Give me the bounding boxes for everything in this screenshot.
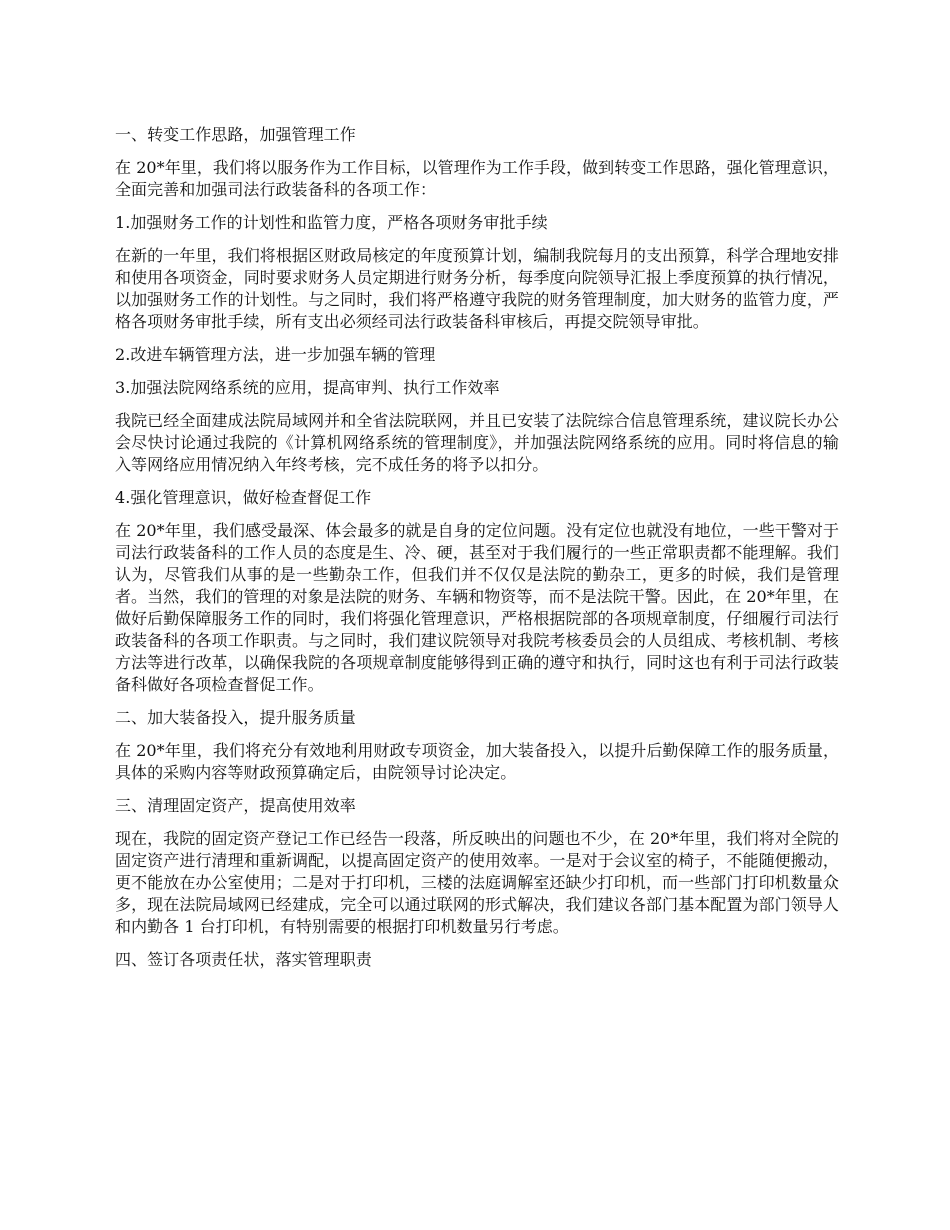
subheading-vehicles: 2.改进车辆管理方法，进一步加强车辆的管理: [115, 345, 436, 364]
paragraph-finance: 在新的一年里，我们将根据区财政局核定的年度预算计划，编制我院每月的支出预算，科学合理地安排和使用各项资金，同时要求财务人员定期进行财务分析，每季度向院领导汇报上季度预算的执行情况，以加强财务工作的计划性。与之同时，我们将严格遵守我院的财务管理制度，加大财务的监管力度，严格各项财务审批手续，所有支出必须经司法行政装备科审核后，再提交院领导审批。: [115, 246, 839, 331]
subheading-network: 3.加强法院网络系统的应用，提高审判、执行工作效率: [115, 378, 500, 397]
paragraph-network: 我院已经全面建成法院局域网并和全省法院联网，并且已安装了法院综合信息管理系统，建议院长办公会尽快讨论通过我院的《计算机网络系统的管理制度》，并加强法院网络系统的应用。同时将信息的输入等网络应用情况纳入年终考核，完不成任务的将予以扣分。: [115, 411, 839, 474]
paragraph-equipment: 在 20*年里，我们将充分有效地利用财政专项资金，加大装备投入，以提升后勤保障工作的服务质量，具体的采购内容等财政预算确定后，由院领导讨论决定。: [115, 741, 839, 782]
subheading-finance: 1.加强财务工作的计划性和监管力度，严格各项财务审批手续: [115, 213, 548, 232]
section-heading-1: 一、转变工作思路，加强管理工作: [115, 125, 356, 144]
section-heading-4: 四、签订各项责任状，落实管理职责: [115, 950, 372, 969]
paragraph-management: 在 20*年里，我们感受最深、体会最多的就是自身的定位问题。没有定位也就没有地位，一些干警对于司法行政装备科的工作人员的态度是生、冷、硬，甚至对于我们履行的一些正常职责都不能理解。我们认为，尽管我们从事的是一些勤杂工作，但我们并不仅仅是法院的勤杂工，更多的时候，我们是管理者。当然，我们的管理的对象是法院的财务、车辆和物资等，而不是法院干警。因此，在 20*年里，在做好后勤保障服务工作的同时，我们将强化管理意识，严格根据院部的各项规章制度，仔细履行司法行政装备科的各项工作职责。与之同时，我们建议院领导对我院考核委员会的人员组成、考核机制、考核方法等进行改革，以确保我院的各项规章制度能够得到正确的遵守和执行，同时这也有利于司法行政装备科做好各项检查督促工作。: [115, 521, 839, 694]
subheading-management: 4.强化管理意识，做好检查督促工作: [115, 488, 372, 507]
paragraph-assets: 现在，我院的固定资产登记工作已经告一段落，所反映出的问题也不少，在 20*年里，我们将对全院的固定资产进行清理和重新调配，以提高固定资产的使用效率。一是对于会议室的椅子，不能随便搬动，更不能放在办公室使用；二是对于打印机，三楼的法庭调解室还缺少打印机，而一些部门打印机数量众多，现在法院局域网已经建成，完全可以通过联网的形式解决，我们建议各部门基本配置为部门领导人和内勤各 1 台打印机，有特别需要的根据打印机数量另行考虑。: [115, 829, 839, 936]
section-heading-3: 三、清理固定资产，提高使用效率: [115, 796, 356, 815]
document-page: [115, 124, 839, 982]
paragraph-1: 在 20*年里，我们将以服务作为工作目标，以管理作为工作手段，做到转变工作思路，强化管理意识，全面完善和加强司法行政装备科的各项工作：: [115, 158, 839, 199]
section-heading-2: 二、加大装备投入，提升服务质量: [115, 708, 356, 727]
